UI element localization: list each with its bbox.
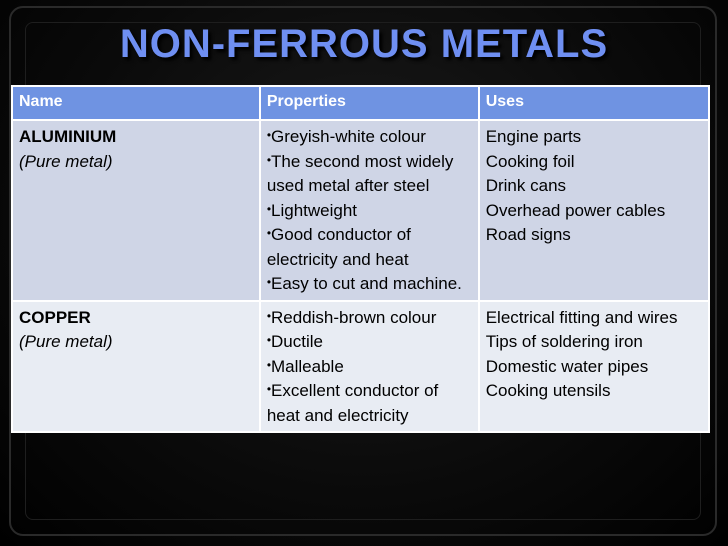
properties-cell bbox=[260, 120, 479, 301]
use-item: Electrical fitting and wires bbox=[485, 307, 678, 327]
name-cell bbox=[12, 301, 260, 433]
property-item: •Easy to cut and machine. bbox=[266, 274, 462, 293]
metal-name: COPPER bbox=[19, 307, 91, 327]
use-item: Engine parts bbox=[485, 127, 582, 146]
use-item: Domestic water pipes bbox=[485, 356, 649, 376]
header-properties: Properties bbox=[260, 86, 479, 120]
bullet-icon: • bbox=[266, 152, 272, 167]
metal-type: (Pure metal) bbox=[19, 332, 113, 351]
bullet-icon: • bbox=[266, 201, 272, 216]
header-row bbox=[12, 86, 709, 120]
bullet-icon: • bbox=[266, 128, 272, 142]
bullet-icon: • bbox=[266, 333, 272, 347]
property-item: •The second most widely used metal after steel bbox=[266, 151, 454, 195]
use-item: Cooking utensils bbox=[485, 381, 611, 400]
use-item: Road signs bbox=[485, 225, 571, 244]
property-item: •Malleable bbox=[266, 356, 344, 376]
metals-table bbox=[11, 85, 710, 433]
bullet-icon: • bbox=[266, 226, 272, 240]
uses-cell bbox=[479, 301, 709, 433]
use-item: Tips of soldering iron bbox=[485, 332, 643, 351]
header-uses: Uses bbox=[479, 86, 709, 120]
bullet-icon: • bbox=[266, 382, 272, 396]
uses-cell bbox=[479, 120, 709, 301]
name-cell bbox=[12, 120, 260, 301]
property-item: •Good conductor of electricity and heat bbox=[266, 225, 411, 269]
bullet-icon: • bbox=[266, 275, 272, 289]
property-item: •Greyish-white colour bbox=[266, 127, 426, 146]
properties-cell bbox=[260, 301, 479, 433]
use-item: Overhead power cables bbox=[485, 200, 666, 220]
header-name: Name bbox=[12, 86, 260, 120]
metal-name: ALUMINIUM bbox=[19, 127, 117, 146]
slide-title: NON-FERROUS METALS bbox=[119, 22, 609, 66]
metal-type: (Pure metal) bbox=[19, 151, 113, 171]
property-item: •Lightweight bbox=[266, 200, 358, 220]
table-row bbox=[12, 120, 709, 301]
bullet-icon: • bbox=[266, 357, 272, 372]
bullet-icon: • bbox=[266, 308, 272, 323]
property-item: •Ductile bbox=[266, 332, 323, 351]
use-item: Drink cans bbox=[485, 176, 567, 195]
table-row bbox=[12, 301, 709, 433]
property-item: •Excellent conductor of heat and electricity bbox=[266, 381, 439, 425]
use-item: Cooking foil bbox=[485, 151, 575, 171]
property-item: •Reddish-brown colour bbox=[266, 307, 437, 327]
